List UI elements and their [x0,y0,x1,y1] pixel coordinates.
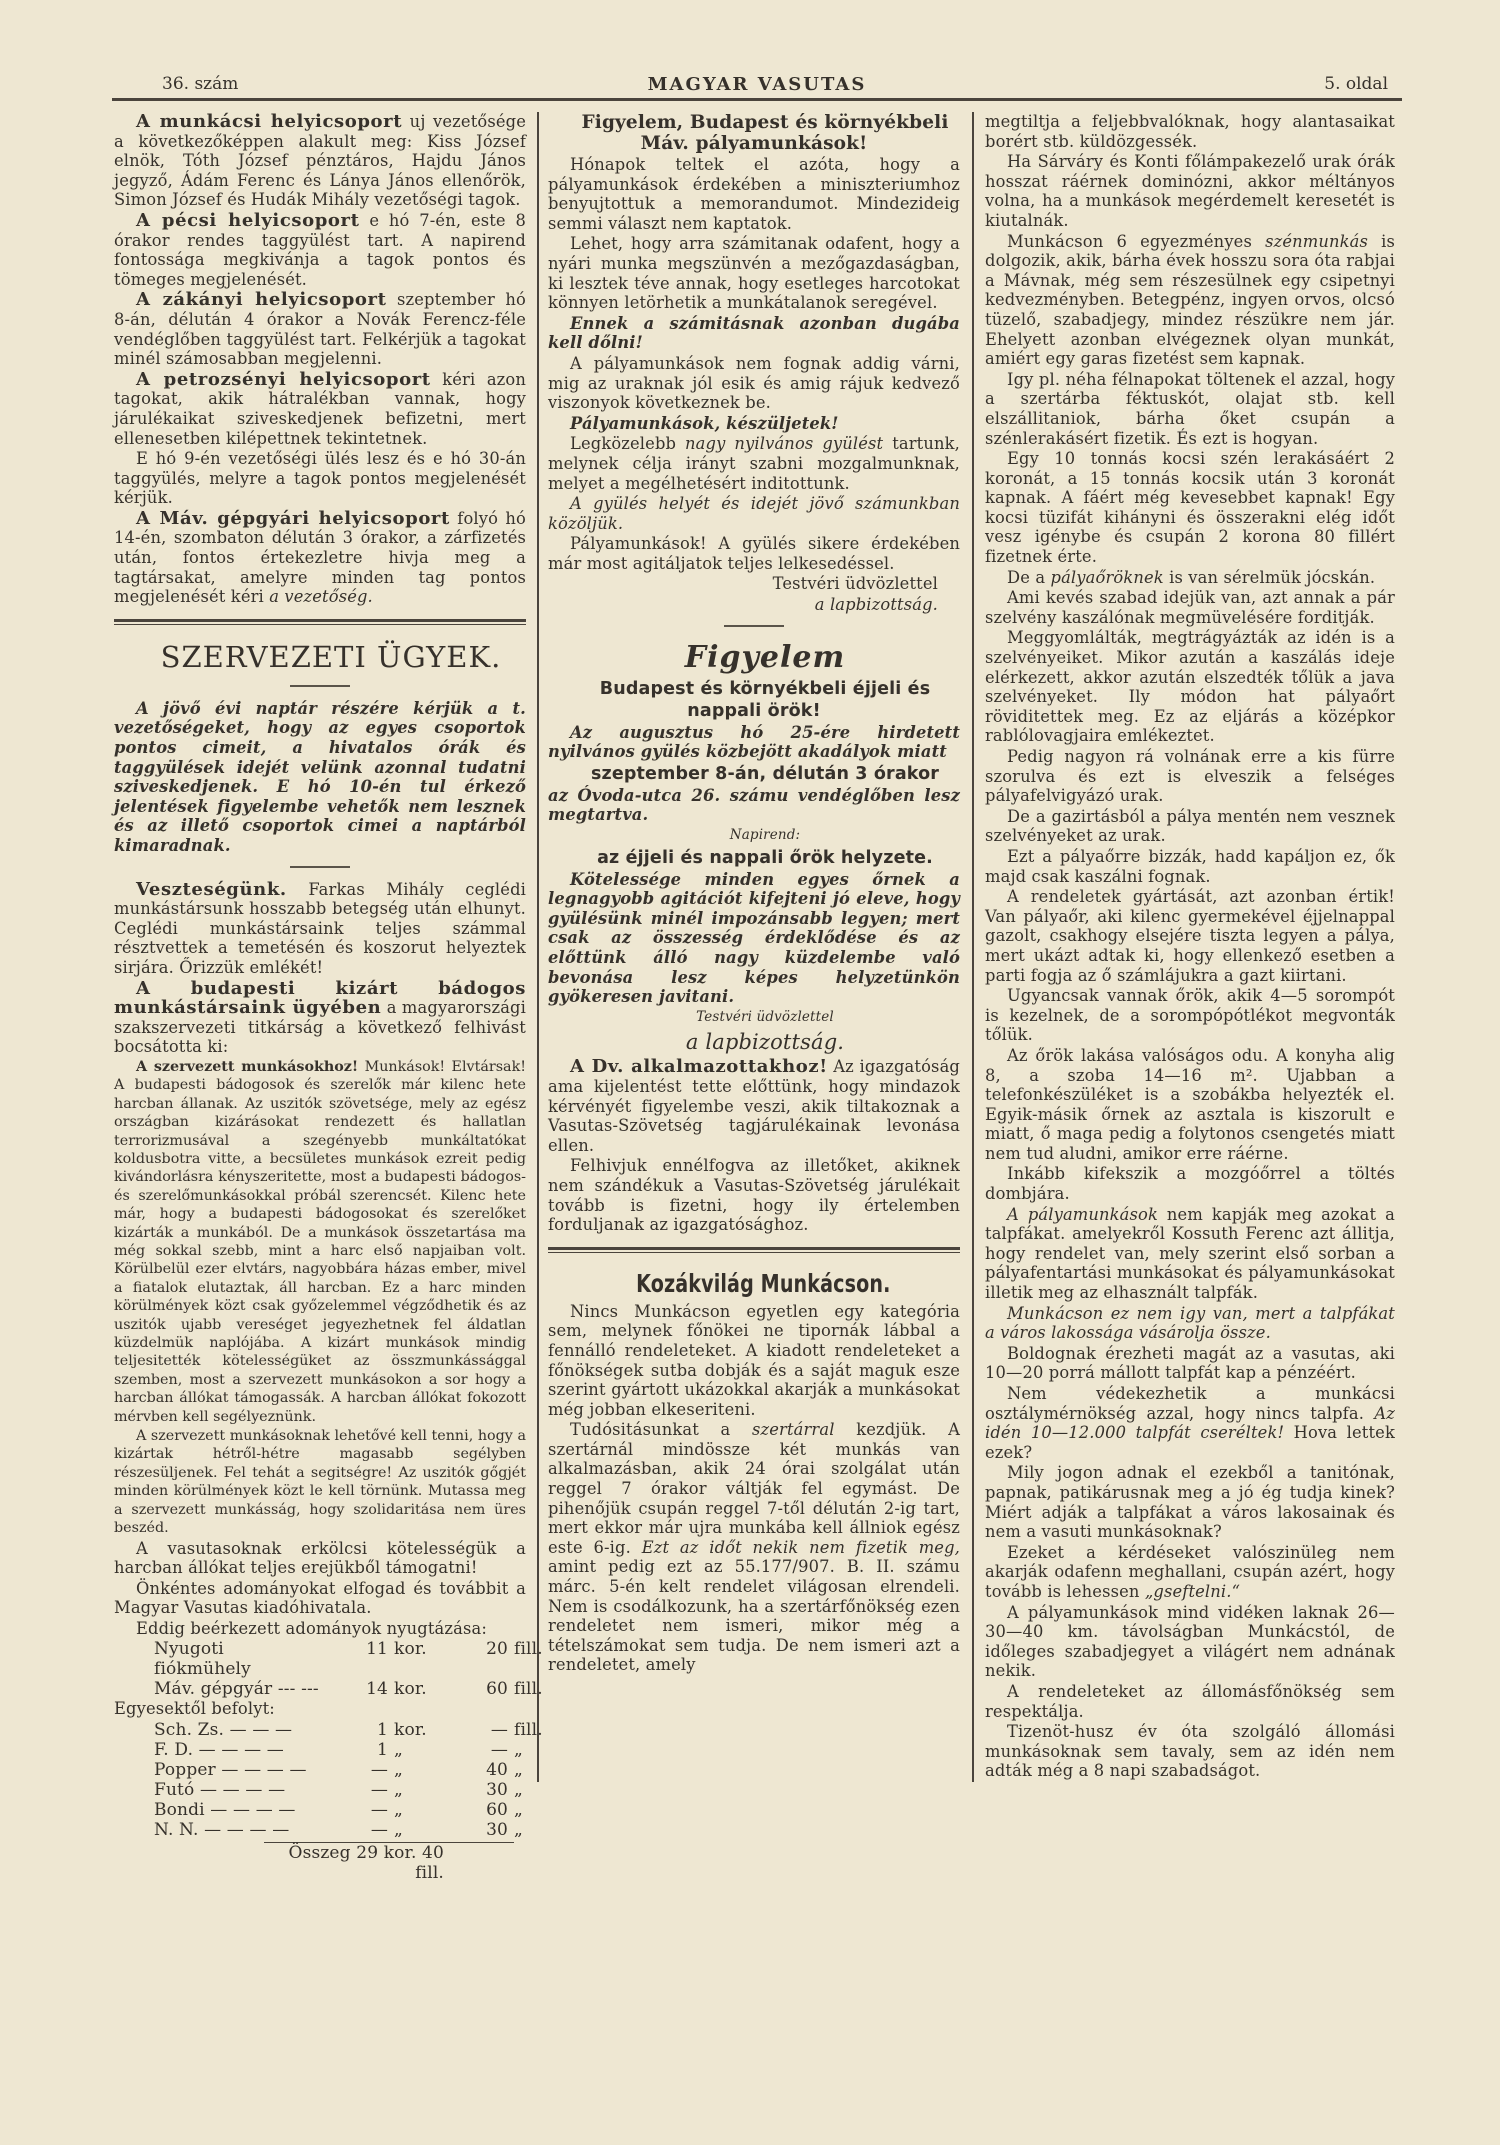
article-lead: A zákányi helyicsoport [136,289,387,311]
text-run: Ezt az időt nekik nem fizetik meg, [641,1537,960,1557]
text-run: Munkácson 6 egyezményes [1007,231,1266,251]
separator-rule [290,685,350,687]
paragraph [985,1603,1395,1681]
separator-rule [724,625,784,627]
korona-unit: „ [394,1780,403,1801]
filler-unit: „ [514,1800,523,1821]
paragraph [985,1304,1395,1343]
paragraph [985,1682,1395,1721]
headline [114,639,526,675]
text-run: „gseftelni.“ [1144,1581,1241,1601]
article-lead: A budapesti kizárt bádogos munkástársaink ügyében [114,977,526,1019]
paragraph [548,314,960,353]
text-run: Ennek a számitásnak azonban dugába kell dőlni! [548,313,960,353]
text-run: Egyesektől befolyt: [114,1699,275,1719]
paragraph [548,1156,960,1234]
text-run: is dolgozik, akik, bárha évek hosszu sora óta rabjai a Mávnak, még sem részesülnek egy csipetnyi kedvezményben. Betegpénz, ingyen orvos, olcsó tüzelő, szabadjegy, mindez részükre nem jár. Ehelyett azonban elvégeznek olyan munkát, amiért egy garas fizetést sem kapnak. [985,231,1395,369]
article-lead: A munkácsi helyicsoport [136,111,403,132]
text-run: Hónapok teltek el azóta, hogy a pályamunkások érdekében a miniszteriumhoz benyujtottuk a memorandumot. Mindezideig semmi választ nem kaptatok. [548,155,960,233]
paragraph [114,699,526,856]
paragraph [548,574,960,594]
korona-unit: „ [394,1820,403,1841]
article-lead: A petrozsényi helyicsoport [136,368,431,390]
text-run: Ezeket a kérdéseket valószinüleg nem akarják odafenn meghallani, csupán azért, hogy tovább is lehessen [985,1542,1395,1601]
text-run: Az igazgatóság ama kijelentést tette előttünk, hogy mindazok kérvényét figyelembe veszi, akik tiltakoznak a Vasutas-Szövetség tagjárulékainak levonása ellen. [548,1057,960,1155]
text-run: De a gazirtásból a pálya mentén nem vesznek szelvényeket az urak. [985,806,1395,846]
text-run: is van sérelmük jócskán. [1163,567,1376,587]
headline [548,112,960,154]
text-run: az éjjeli és nappali őrök helyzete. [597,847,933,868]
signature [548,1008,960,1028]
donation-filler: — [490,1720,508,1741]
text-run: szeptember hó 8-án, délután 4 órakor a Novák Ferencz-féle vendéglőben taggyülést tart. Felkérjük a tagokat minél számosabban megjelenni. [114,290,527,369]
paragraph [548,155,960,233]
paragraph [985,568,1395,588]
text-run: uj vezetősége a következőképpen alakult meg: Kiss József elnök, Tóth József pénztáros, Hajdu János jegyző, Ádám Ferenc és Lánya János ellenőrök, Simon József és Hudák Mihály vezetőségi tagok. [114,112,526,210]
paragraph [114,1579,526,1618]
paragraph [548,414,960,434]
text-run: szeptember 8-án, délután 3 órakor [590,763,940,784]
filler-unit: „ [514,1760,523,1781]
text-run: A vasutasoknak erkölcsi kötelességük a harcban állókat teljes erejükből támogatni! [114,1538,526,1578]
text-run: pályaőröknek [1050,567,1164,587]
text-run: Ha Sárváry és Konti főlámpakezelő urak órák hosszat ráérnek dominózni, akkor méltányos volna, ha a munkások megérdemelt keresetét is kiutalnák. [985,152,1395,230]
paragraph [548,1057,960,1155]
paragraph [548,595,960,615]
text-run: folyó hó 14-én, szombaton délután 3 órakor, a zárfizetés után, fontos értekezletre hivja meg a tagtársakat, amelyre minden tag pontos megjelenését kéri [114,508,526,607]
text-run: Budapest és környékbeli éjjeli és nappali örök! [599,678,931,721]
text-run: Tizenöt-husz év óta szolgáló állomási munkásoknak sem tavaly, sem az idén nem adták még a 8 napi szabadságot. [985,1722,1395,1781]
paragraph [114,979,526,1057]
text-run: A pályamunkások mind vidéken laknak 26—30—40 km. távolságban Munkácstól, de időleges szabadjegyet a világért nem adnának nekik. [985,1602,1395,1681]
paragraph [548,234,960,312]
column-3 [985,112,1395,1782]
donation-filler: — [490,1740,508,1761]
paragraph [548,1302,960,1420]
text-run: Ezt a pályaőrre bizzák, hadd kapáljon ez, ők majd csak kaszálni fognak. [985,846,1395,886]
donor-name: Popper — — — — [154,1760,307,1781]
donation-korona: — [370,1780,388,1801]
text-run: E hó 9-én vezetőségi ülés lesz és e hó 30-án taggyülés, melyre a tagok pontos megjelenését kérjük. [114,449,526,508]
donation-korona: — [370,1820,388,1841]
paragraph [548,434,960,493]
text-run: tartunk, melynek célja irányt szabni mozgalmunknak, melyet a megélhetésért inditottunk. [548,434,960,493]
donation-korona: — [370,1800,388,1821]
korona-unit: „ [394,1740,403,1761]
donation-korona: 1 [377,1720,388,1741]
text-run: kezdjük. A szertárnál mindössze két munkás van alkalmazásban, akik 24 órai szolgálat után reggel 7 órakor váltják fel egymást. De pihenőjük csupán reggel 7-től délután 2-ig tart, mert ekkor már ujra munkába kell állniok egész este 6-ig. [548,1420,960,1557]
paragraph [985,232,1395,369]
paragraph [114,370,526,448]
headline [548,678,960,722]
appeal-paragraph [114,1427,526,1537]
text-run: A szervezett munkásokhoz! [136,1058,359,1075]
text-run: a lapbizottság. [814,595,938,615]
headline [579,1267,929,1301]
donation-filler: 20 [486,1639,508,1660]
text-run: Nincs Munkácson egyetlen egy kategória sem, melynek főnökei ne tipornák lábbal a fennálló rendeleteket. A kiadott rendeleteket a főnökségek sutba dobják és a saját maguk esze szerint gyártott ukázokkal akarják a munkásokat még jobban elkeseriteni. [548,1301,960,1419]
donor-name: Futó — — — — [154,1780,286,1801]
text-run: Egy 10 tonnás kocsi szén lerakásáért 2 koronát, a 15 tonnás kocsik után 3 koronát kapnak. A fáért még kevesebbet kapnak! Egy kocsi tüzifát kihányni és összerakni elég időt vesz igénybe és csupán 2 korona 80 fillért fizetnek érte. [985,449,1395,567]
donation-korona: 1 [377,1740,388,1761]
filler-unit: „ [514,1780,523,1801]
text-run: Legközelebb [570,434,686,454]
text-run: A pályamunkások [1007,1204,1159,1224]
text-run: nem kapják meg azokat a talpfákat. amelyekről Kossuth Ferenc azt állitja, hogy rendelet van, mely szerint első sorban a pályafentartási munkásokat és pályamunkásokat illetik meg az elhasznált talpfák. [985,1204,1395,1303]
paragraph [548,786,960,825]
text-run: Boldognak érezheti magát az a vasutas, aki 10—20 porrá mállott talpfát kap a pénzéért. [985,1343,1395,1383]
double-rule [548,1247,960,1253]
text-run: Ami kevés szabad idejük van, azt annak a pár szelvény kaszálónak megmüvelésére forditják. [985,588,1395,627]
text-run: Mily jogon adnak el ezekből a tanitónak, papnak, patikárusnak meg a jó ég tudja kinek? Miért adják a talpfákat a város lakosainak és nem a vasuti munkásoknak? [985,1463,1395,1542]
donor-name: Bondi — — — — [154,1800,296,1821]
donor-name: Nyugoti fiókmühely [154,1639,251,1680]
column-divider [972,112,974,1782]
text-run: A rendeleteket az állomásfőnökség sem respektálja. [985,1681,1395,1721]
text-run: kéri azon tagokat, akik hátralékban vannak, hogy járulékaikat sziveskedjenek befizetni, mert ellenesetben kilépettnek tekintetnek. [114,369,526,448]
text-run: Figyelem [684,639,846,675]
donation-korona: 14 [366,1679,388,1700]
filler-unit: fill. [514,1679,543,1700]
text-run: Meggyomlálták, megtrágyázták az idén is a szelvényeiket. Mikor azután a kaszálás ideje elérkezett, akkor azután elszedték tőlük a java szelvényeket. Ily módon hat pályaőrt röviditettek meg. Ez az eljárás a középkor rablólovagjaira emlékeztet. [985,628,1395,746]
text-run: A jövő évi naptár részére kérjük a t. vezetőségeket, hogy az egyes csoportok pontos cimeit, a hivatalos órák és taggyülések idejét velünk azonnal tudatni sziveskedjenek. E hó 10-én tul érkező jelentések figyelembe vehetők nem lesznek és az illető csoportok cimei a naptárból kimaradnak. [114,698,526,855]
text-run: SZERVEZETI ÜGYEK. [160,639,502,674]
column-1 [114,111,543,1884]
donor-name: Máv. gépgyár --- --- [154,1679,319,1700]
paragraph [114,509,526,607]
text-run: A rendeletek gyártását, azt azonban értik! Van pályaőr, aki kilenc gyermekével éjjelnappal gazolt, csakhogy elsejére tiszta legyen a pálya, mert ukázt adtak ki, hogy ellenkező esetben a parti fogja az ő számlájukra a gazt kiirtani. [985,887,1395,985]
text-run: a lapbizottság. [685,1030,845,1055]
separator-rule [290,866,350,868]
column-divider [537,112,539,1782]
filler-unit: fill. [514,1639,543,1660]
paragraph [985,847,1395,886]
text-run: Tudósitásunkat a [570,1420,752,1440]
paragraph [548,1420,960,1675]
text-run: Testvéri üdvözlettel [772,574,938,594]
page-header [112,72,1402,101]
donation-table [154,1720,543,1884]
text-run: Farkas Mihály ceglédi munkástársunk hosszabb betegség után elhunyt. Ceglédi munkástársaink teljes számmal résztvettek a temetésén és koszorut helyeztek sirjára. Őrizzük emlékét! [114,879,526,977]
text-run: szénmunkás [1265,231,1368,251]
text-run: Felhivjuk ennélfogva az illetőket, akiknek nem szándékuk a Vasutas-Szövetség járulékait tovább is fizetni, hogy ily értelemben forduljanak az igazgatósághoz. [548,1156,960,1235]
paragraph [548,723,960,762]
korona-unit: kor. [394,1639,427,1660]
donation-korona: 11 [366,1639,388,1660]
korona-unit: „ [394,1760,403,1781]
text-run: Igy pl. néha félnapokat töltenek el azzal, hogy a szertárba féktuskót, olajat stb. kell elszállitaniok, bárha őket csupán a szénlerakásért fizetik. És ezt is hogyan. [985,369,1395,448]
paragraph [985,1384,1395,1462]
paragraph [114,112,526,210]
text-run: a magyarországi szakszervezeti titkárság a következő felhivást bocsátotta ki: [114,998,526,1057]
text-run: Ugyancsak vannak őrök, akik 4—5 sorompót is kezelnek, de a sorompópótlékot megvonták tőlük. [985,986,1395,1045]
paragraph [985,628,1395,746]
text-run: az Óvoda-utca 26. számu vendéglőben lesz megtartva. [548,785,960,825]
text-run: Munkácson ez nem igy van, mert a talpfákat a város lakossága vásárolja össze. [985,1303,1395,1343]
korona-unit: kor. [394,1679,427,1700]
headline [548,847,960,869]
paragraph [114,1619,526,1639]
donation-filler: 30 [486,1820,508,1841]
paragraph [985,1164,1395,1203]
headline [548,763,960,785]
paragraph [985,370,1395,448]
text-run: Önkéntes adományokat elfogad és továbbit a Magyar Vasutas kiadóhivatala. [114,1578,526,1618]
text-run: Eddig beérkezett adományok nyugtázása: [136,1618,487,1638]
filler-unit: „ [514,1820,523,1841]
column-2 [548,112,960,1676]
headline [548,639,960,677]
text-run: megtiltja a feljebbvalóknak, hogy alantasaikat borért stb. küldözgessék. [985,112,1395,151]
paragraph [985,1205,1395,1303]
article-lead: A Dv. alkalmazottakhoz! [570,1056,828,1078]
text-run: amint pedig ezt az 55.177/907. B. II. számu márc. 5-én kelt rendelet világosan elrendeli. Nem is csodálkozunk, ha a szertárfőnökség ezen rendeletet nem ismeri, mikor még a tételszámokat sem tudja. De nem ismeri azt a rendeletet, amely [548,1557,960,1675]
text-run: Az augusztus hó 25-ére hirdetett nyilvános gyülés közbejött akadályok miatt [548,722,960,762]
paragraph [985,152,1395,230]
appeal-paragraph [114,1058,526,1426]
paragraph [548,534,960,573]
paragraph [985,112,1395,151]
paragraph [985,887,1395,985]
text-run: A pályamunkások nem fognak addig várni, mig az uraknak jól esik és amig rájuk kedvező viszonyok következnek be. [548,353,960,413]
korona-unit: „ [394,1800,403,1821]
donation-total: Összeg 29 kor. 40 fill. [264,1842,514,1883]
paragraph [985,807,1395,846]
donation-filler: 40 [486,1760,508,1781]
issue-number: 36. szám [162,74,239,94]
text-run: Az őrök lakása valóságos odu. A konyha alig 8, a szoba 14—16 m². Ujabban a telefonkészüléket is a szobákba helyezték el. Egyik-másik őrnek az asztala is kiszorult e miatt, ő maga pedig a folytonos csengetés miatt nem tud aludni, amikor erre ráérne. [985,1045,1395,1163]
paragraph [985,1046,1395,1164]
text-run: Az idén 10—12.000 talpfát cseréltek! [985,1403,1395,1443]
donation-table [154,1639,543,1700]
paragraph [985,588,1395,627]
text-run: Napirend: [729,827,801,844]
signature [548,826,960,846]
text-run: a vezetőség. [269,587,373,607]
paragraph [114,1699,526,1719]
double-rule [114,619,526,625]
article-lead: Veszteségünk. [136,878,287,900]
text-run: De a [1007,567,1051,587]
paragraph [114,1539,526,1578]
text-run: Kötelessége minden egyes őrnek a legnagyobb agitációt kifejteni jó eleve, hogy gyülésünk minél impozánsabb legyen; mert csak az összesség érdeklődése és az előttünk álló nagy küzdelembe való bevonása lesz képes helyzetünkön gyökeresen javitani. [548,869,960,1007]
text-run: e hó 7-én, este 8 órakor rendes taggyülést tart. A napirend fontossága megkivánja a tagok pontos és tömeges megjelenését. [114,210,526,289]
donor-name: N. N. — — — — [154,1820,290,1841]
paragraph [985,1463,1395,1541]
paragraph [548,870,960,1007]
text-run: Pedig nagyon rá volnának erre a kis fürre szorulva és ezt is elveszik a felséges pályafelvigyázó urak. [985,747,1395,806]
filler-unit: „ [514,1740,523,1761]
donation-filler: 30 [486,1780,508,1801]
text-run: Kozákvilág Munkácson. [636,1268,891,1298]
paragraph [985,1722,1395,1781]
paragraph [114,880,526,978]
paragraph [548,494,960,533]
text-run: A szervezett munkásoknak lehetővé kell tenni, hogy a kizártak hétről-hétre magasabb segélyben részesüljenek. Fel tehát a segitségre! Az uszitók gőgjét minden körülmények közt le kell törnünk. Mutassa meg a szervezett munkásság, hogy szolidaritása nem üres beszéd. [114,1428,526,1537]
filler-unit: fill. [514,1720,543,1741]
text-run: Testvéri üdvözlettel [696,1008,834,1025]
text-run: Nem védekezhetik a munkácsi osztálymérnökség azzal, hogy nincs talpfa. [985,1384,1395,1423]
text-run: A gyülés helyét és idejét jövő számunkban közöljük. [548,494,960,533]
paragraph [985,1543,1395,1602]
signature [548,1028,960,1056]
paragraph [114,449,526,508]
article-lead: A Máv. gépgyári helyicsoport [136,507,450,529]
paragraph [985,449,1395,567]
text-run: Inkább kifekszik a mozgóőrrel a töltés dombjára. [985,1164,1395,1204]
paragraph [985,1344,1395,1383]
donor-name: F. D. — — — — [154,1740,284,1761]
article-lead: A pécsi helyicsoport [136,209,360,231]
donation-korona: — [370,1760,388,1781]
korona-unit: kor. [394,1720,427,1741]
paragraph [548,354,960,413]
newspaper-title: MAGYAR VASUTAS [647,74,867,95]
text-run: Hova lettek ezek? [985,1423,1395,1462]
donation-filler: 60 [486,1800,508,1821]
text-run: Figyelem, Budapest és környékbeli Máv. pályamunkások! [581,112,949,154]
text-run: Pályamunkások! A gyülés sikere érdekében már most agitáljatok teljes lelkesedéssel. [548,534,960,573]
donor-name: Sch. Zs. — — — [154,1720,293,1741]
page-number: 5. oldal [1324,74,1388,94]
paragraph [114,211,526,289]
paragraph [985,986,1395,1045]
text-run: Munkások! Elvtársak! A budapesti bádogosok és szerelők már kilenc hete harcban állanak. Az uszitók szövetsége, mely az egész országban kizárásokat rendezett és hallatlan terrorizmusával a szegényebb munkáltatókat koldusbotra vitte, a becsületes munkások ezreit pedig kivándorlásra kényszeritette, most a budapesti bádogos- és szerelőmunkásokkal próbál szerencsét. Kilenc hete már, hogy a budapesti bádogosokat és szerelőket kizárták a munkából. De a munkások összetartása ma még sokkal szebb, mint a harc első napjaiban volt. Körülbelül ezer elvtárs, nagyobbára házas ember, mivel a fiatalok elutaztak, áll harcban. Ez a harc minden körülmények közt csak győzelemmel végződhetik és az uszitók ujabb vereséget jegyezhetnek fel áldatlan küzdelmük naplójába. A kizárt munkások mindig teljesitették kötelességüket az összmunkássággal szemben, most a szervezett munkásokon a sor hogy a harcban állókat támogassák. A harcban állókat fokozott mérvben kell segélyeznünk. [114,1058,526,1425]
paragraph [114,290,526,368]
text-run: Lehet, hogy arra számitanak odafent, hogy a nyári munka megszünvén a mezőgazdaságban, ki lesztek téve annak, hogy esetleges harcotokat könnyen letörhetik a munkátalanok seregével. [548,234,960,313]
paragraph [985,747,1395,806]
text-run: szertárral [752,1420,835,1440]
text-run: nagy nyilvános gyülést [685,434,884,454]
text-run: Pályamunkások, készüljetek! [570,413,839,433]
donation-filler: 60 [486,1679,508,1700]
